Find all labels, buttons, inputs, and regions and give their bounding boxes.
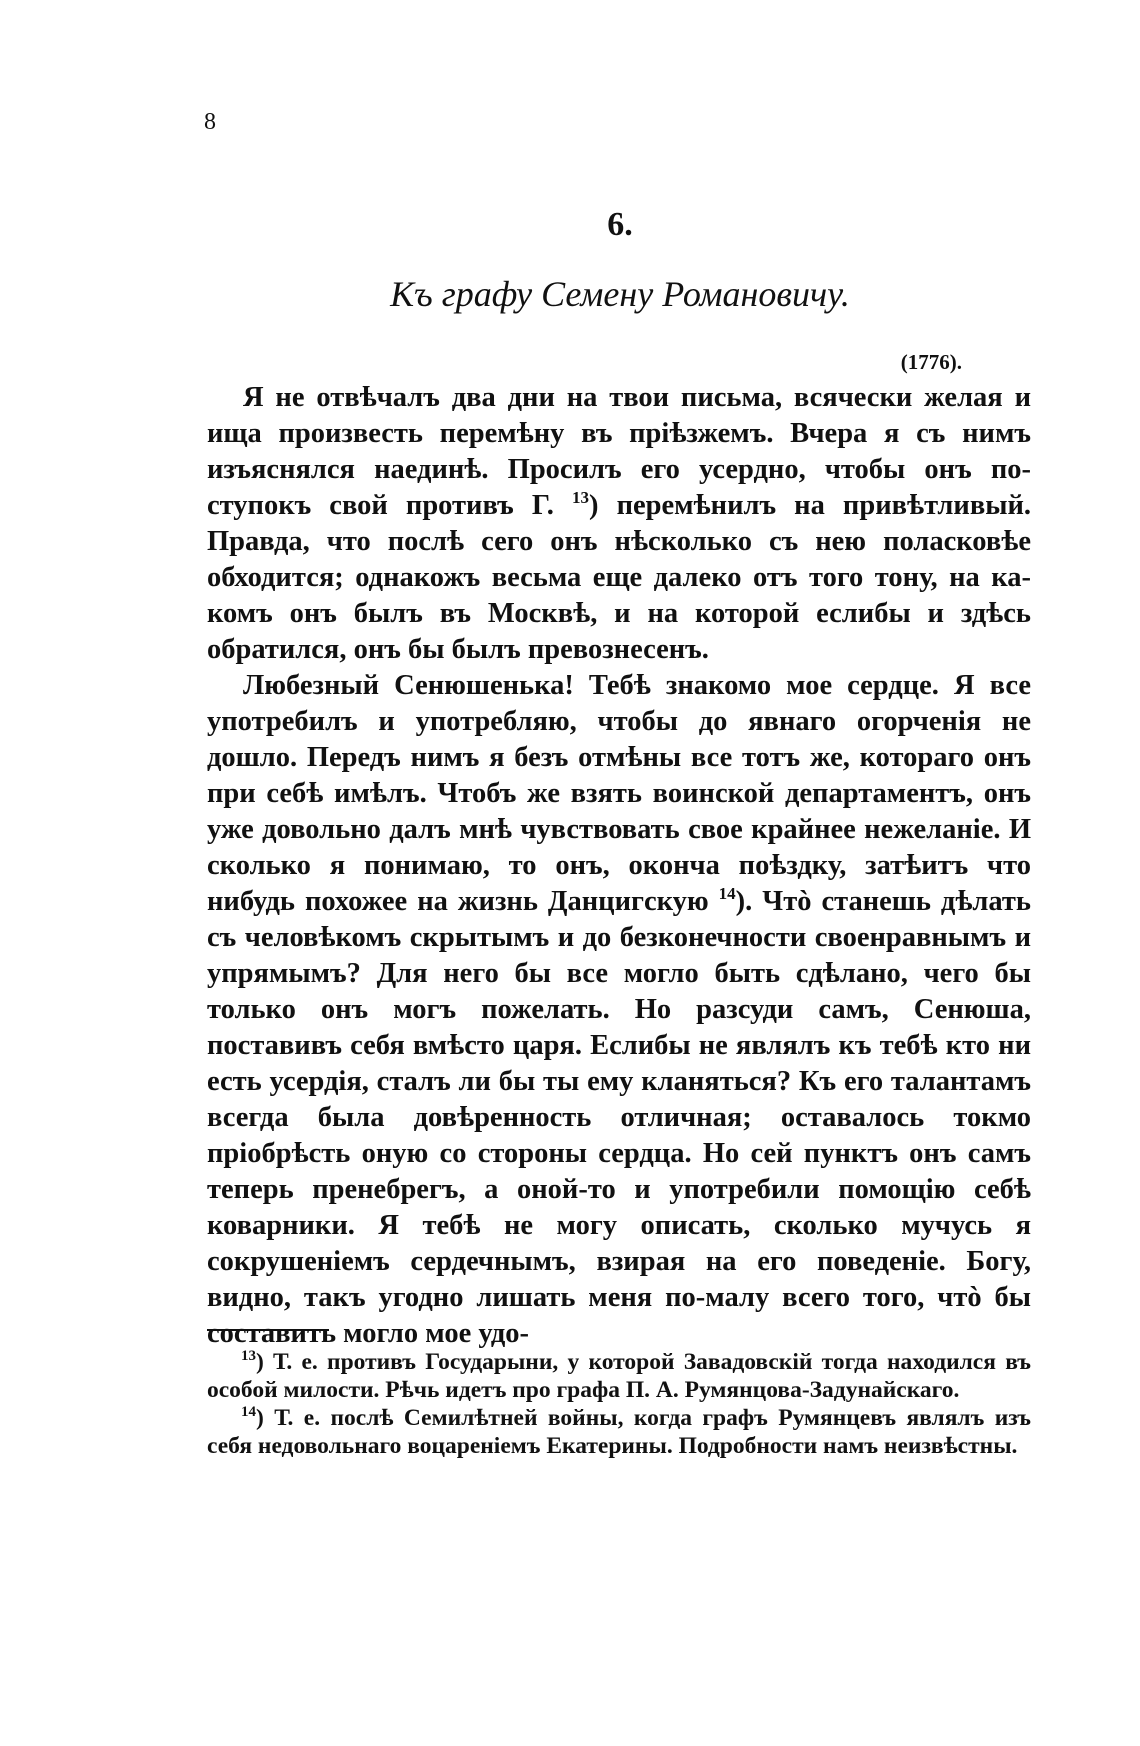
footnotes: [207, 1348, 1031, 1460]
body-text-segment: Я не отвѣчалъ два дни на твои письма, всячески желая и ища произвесть перемѣну въ пріѣзжемъ. Вчера я съ нимъ изъяснялся наединѣ. Просилъ его усердно, чтобы онъ поступокъ свой противъ Г.: [207, 382, 1031, 521]
footnote-text: ) Т. е. послѣ Семилѣтней войны, когда графъ Румянцевъ являлъ изъ себя недовольнаго воцареніемъ Екатерины. Подробности намъ неизвѣстны.: [207, 1405, 1031, 1459]
body-paragraph: [207, 380, 1031, 668]
body-text-segment: Любезный Сенюшенька! Тебѣ знакомо мое сердце. Я все употребилъ и употребляю, чтобы до явнаго огорченія не дошло. Передъ нимъ я безъ отмѣны все тотъ же, котораго онъ при себѣ имѣлъ. Чтобъ же взять воинской департаментъ, онъ уже довольно далъ мнѣ чувствовать свое крайнее нежеланіе. И сколько я понимаю, то онъ, окончa поѣздку, затѣитъ что нибудь похожее на жизнь Данцигскую: [207, 670, 1031, 917]
footnote-mark: 13: [241, 1348, 256, 1364]
page-number: 8: [204, 109, 216, 135]
footnote-text: ) Т. е. противъ Государыни, у которой Завадовскій тогда находился въ особой милости. Рѣчь идетъ про графа П. А. Румянцова-Задунайскаго.: [207, 1349, 1031, 1403]
letter-addressee: Къ графу Семену Романовичу.: [390, 274, 850, 314]
body-text-segment: ) перемѣнилъ на привѣтливый. Правда, что послѣ сего онъ нѣсколько съ нею поласковѣе обходится; однакожъ весьма еще далеко отъ того тону, на какомъ онъ былъ въ Москвѣ, и на которой еслибы и здѣсь обратился, онъ бы былъ превознесенъ.: [207, 490, 1032, 665]
footnote-reference: 13: [572, 488, 589, 507]
footnote: [207, 1404, 1031, 1460]
letter-number: 6.: [607, 206, 633, 243]
footnote-divider: [207, 1329, 329, 1331]
footnote-reference: 14: [718, 884, 736, 903]
letter-date: (1776).: [900, 350, 962, 374]
body-paragraph: [207, 668, 1031, 1352]
footnote: [207, 1348, 1031, 1404]
body-text-segment: ). Чтò станешь дѣлать съ человѣкомъ скрытымъ и до безконечности своенравнымъ и упрямымъ? Для него бы все могло быть сдѣлано, чего бы только онъ могъ пожелать. Но разсуди самъ, Сенюша, поставивъ себя вмѣсто царя. Еслибы не являлъ къ тебѣ кто ни есть усердія, сталъ ли бы ты ему кланяться? Къ его талантамъ всегда была довѣренность отличная; оставалось токмо пріобрѣсть оную со стороны сердца. Но сей пунктъ онъ самъ теперь пренебрегъ, а оной-то и употребили помощію себѣ коварники. Я тебѣ не могу описать, сколько мучусь я сокрушеніемъ сердечнымъ, взирая на его поведеніе. Богу, видно, такъ угодно лишать меня по-малу всего того, чтò бы составить могло мое удо-: [207, 886, 1031, 1349]
footnote-mark: 14: [241, 1404, 256, 1420]
letter-body: [207, 380, 1031, 1352]
